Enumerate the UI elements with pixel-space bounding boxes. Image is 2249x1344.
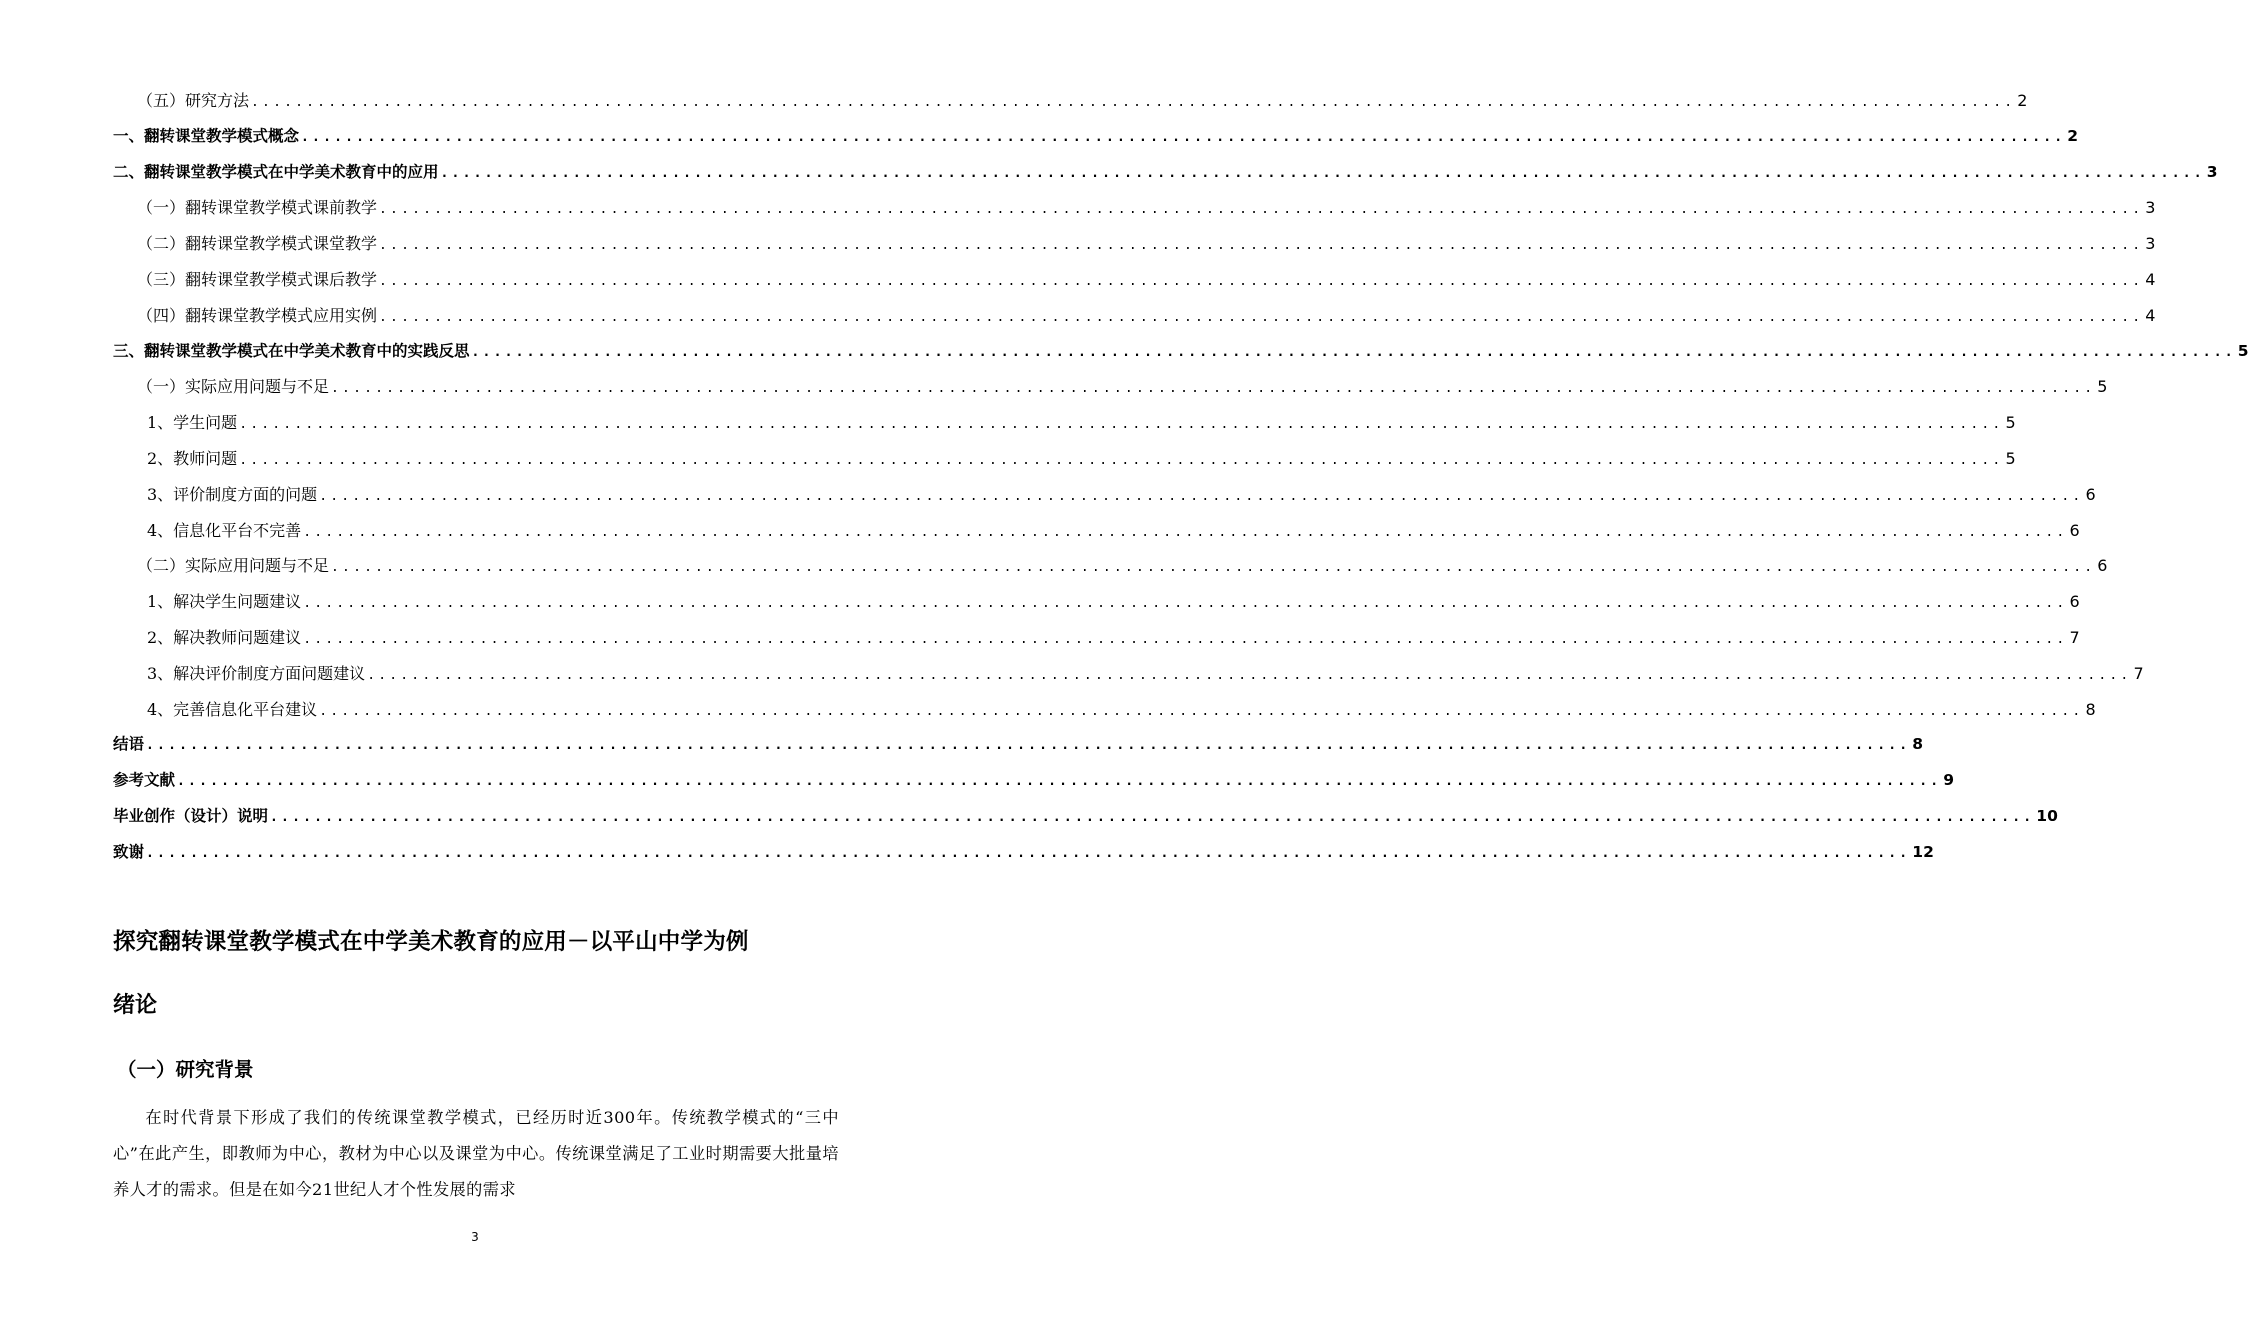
toc-entry-page: 4 — [2145, 305, 2156, 325]
toc-entry-page: 3 — [2145, 198, 2156, 218]
toc-entry-title: 三、翻转课堂教学模式在中学美术教育中的实践反思 — [113, 341, 470, 360]
toc-entry[interactable] — [113, 768, 1955, 804]
toc-entry-title: （一）实际应用问题与不足 — [137, 377, 330, 397]
toc-entry-title: 毕业创作（设计）说明 — [113, 806, 269, 825]
toc-entry-page: 6 — [2097, 556, 2108, 576]
toc-entry-page: 10 — [2036, 806, 2058, 825]
toc-entry[interactable] — [113, 661, 2144, 697]
toc-entry-title: （二）翻转课堂教学模式课堂教学 — [137, 234, 378, 254]
toc-entry-page: 9 — [1943, 771, 1955, 790]
toc-entry-page: 5 — [2005, 413, 2016, 433]
toc-entry-title: 二、翻转课堂教学模式在中学美术教育中的应用 — [113, 162, 439, 181]
toc-entry-page: 6 — [2085, 484, 2096, 504]
toc-leader-dots: ................................................................................................................................................................ — [270, 809, 2035, 825]
toc-leader-dots: ................................................................................................................................................................ — [331, 381, 2096, 397]
toc-entry[interactable] — [113, 231, 2156, 267]
toc-entry[interactable] — [113, 410, 2016, 446]
toc-entry-page: 2 — [2067, 126, 2079, 145]
toc-leader-dots: ................................................................................................................................................................ — [319, 703, 2084, 719]
toc-entry-page: 5 — [2005, 448, 2016, 468]
toc-leader-dots: ................................................................................................................................................................ — [440, 165, 2205, 181]
toc-entry-page: 7 — [2133, 663, 2144, 683]
toc-leader-dots: ................................................................................................................................................................ — [303, 631, 2068, 647]
toc-entry-title: 结语 — [113, 735, 145, 754]
toc-entry-page: 5 — [2237, 341, 2249, 360]
toc-entry-title: 参考文献 — [113, 771, 176, 790]
toc-entry-title: （四）翻转课堂教学模式应用实例 — [137, 305, 378, 325]
toc-leader-dots: ................................................................................................................................................................ — [239, 452, 2004, 468]
toc-entry-title: 1、学生问题 — [147, 413, 238, 433]
toc-entry-title: 3、评价制度方面的问题 — [147, 484, 318, 504]
toc-entry[interactable] — [113, 303, 2156, 339]
toc-entry[interactable] — [113, 553, 2108, 589]
toc-leader-dots: ................................................................................................................................................................ — [379, 202, 2144, 218]
toc-entry[interactable] — [113, 339, 2249, 375]
toc-leader-dots: ................................................................................................................................................................ — [303, 596, 2068, 612]
toc-entry-title: 一、翻转课堂教学模式概念 — [113, 126, 300, 145]
toc-entry-title: （二）实际应用问题与不足 — [137, 556, 330, 576]
toc-entry[interactable] — [113, 840, 1934, 876]
toc-leader-dots: ................................................................................................................................................................ — [146, 845, 1911, 861]
toc-entry[interactable] — [113, 195, 2156, 231]
toc-entry[interactable] — [113, 697, 2096, 733]
toc-entry[interactable] — [113, 518, 2080, 554]
body-paragraph: 在时代背景下形成了我们的传统课堂教学模式，已经历时近300年。传统教学模式的“三中心”在此产生，即教师为中心，教材为中心以及课堂为中心。传统课堂满足了工业时期需要大批量培养人才的需求。但是在如今21世纪人才个性发展的需求 — [113, 1108, 839, 1199]
section-heading: 绪论 — [113, 993, 158, 1018]
toc-entry[interactable] — [113, 88, 2028, 124]
toc-entry-title: 4、信息化平台不完善 — [147, 520, 302, 540]
page-number: 3 — [471, 1230, 479, 1244]
toc-entry-page: 7 — [2069, 627, 2080, 647]
toc-entry[interactable] — [113, 446, 2016, 482]
toc-entry[interactable] — [113, 482, 2096, 518]
toc-entry-page: 12 — [1912, 842, 1934, 861]
toc-entry-title: 2、解决教师问题建议 — [147, 627, 302, 647]
toc-leader-dots: ................................................................................................................................................................ — [379, 309, 2144, 325]
toc-entry-page: 5 — [2097, 377, 2108, 397]
toc-entry[interactable] — [113, 625, 2080, 661]
toc-entry-title: 2、教师问题 — [147, 448, 238, 468]
toc-entry-page: 6 — [2069, 520, 2080, 540]
toc-entry-title: （五）研究方法 — [137, 91, 250, 110]
toc-entry-title: 致谢 — [113, 842, 145, 861]
toc-leader-dots: ................................................................................................................................................................ — [251, 95, 2016, 110]
toc-leader-dots: ................................................................................................................................................................ — [146, 738, 1911, 754]
toc-leader-dots: ................................................................................................................................................................ — [379, 238, 2144, 254]
toc-entry-page: 3 — [2206, 162, 2218, 181]
subsection-heading: （一）研究背景 — [117, 1058, 254, 1081]
toc-leader-dots: ................................................................................................................................................................ — [177, 774, 1942, 790]
toc-entry-page: 8 — [2085, 699, 2096, 719]
toc-entry[interactable] — [113, 160, 2218, 196]
toc-entry[interactable] — [113, 589, 2080, 625]
toc-entry[interactable] — [113, 374, 2108, 410]
toc-entry-title: 4、完善信息化平台建议 — [147, 699, 318, 719]
toc-entry-title: 3、解决评价制度方面问题建议 — [147, 663, 366, 683]
toc-entry-page: 8 — [1912, 735, 1924, 754]
toc-leader-dots: ................................................................................................................................................................ — [239, 417, 2004, 433]
toc-leader-dots: ................................................................................................................................................................ — [379, 273, 2144, 289]
toc-entry[interactable] — [113, 124, 2079, 160]
toc-entry[interactable] — [113, 267, 2156, 303]
toc-leader-dots: ................................................................................................................................................................ — [319, 488, 2084, 504]
toc-leader-dots: ................................................................................................................................................................ — [303, 524, 2068, 540]
toc-entry[interactable] — [113, 804, 2058, 840]
table-of-contents — [113, 88, 2249, 876]
toc-entry-page: 4 — [2145, 269, 2156, 289]
toc-entry[interactable] — [113, 732, 1924, 768]
toc-leader-dots: ................................................................................................................................................................ — [331, 560, 2096, 576]
toc-entry-title: （三）翻转课堂教学模式课后教学 — [137, 269, 378, 289]
toc-leader-dots: ................................................................................................................................................................ — [301, 129, 2066, 145]
toc-entry-page: 6 — [2069, 592, 2080, 612]
document-title: 探究翻转课堂教学模式在中学美术教育的应用－以平山中学为例 — [113, 929, 749, 955]
toc-leader-dots: ................................................................................................................................................................ — [367, 667, 2132, 683]
toc-entry-title: 1、解决学生问题建议 — [147, 592, 302, 612]
toc-leader-dots: ................................................................................................................................................................ — [471, 344, 2236, 360]
toc-entry-page: 2 — [2017, 91, 2028, 110]
toc-entry-page: 3 — [2145, 234, 2156, 254]
toc-entry-title: （一）翻转课堂教学模式课前教学 — [137, 198, 378, 218]
